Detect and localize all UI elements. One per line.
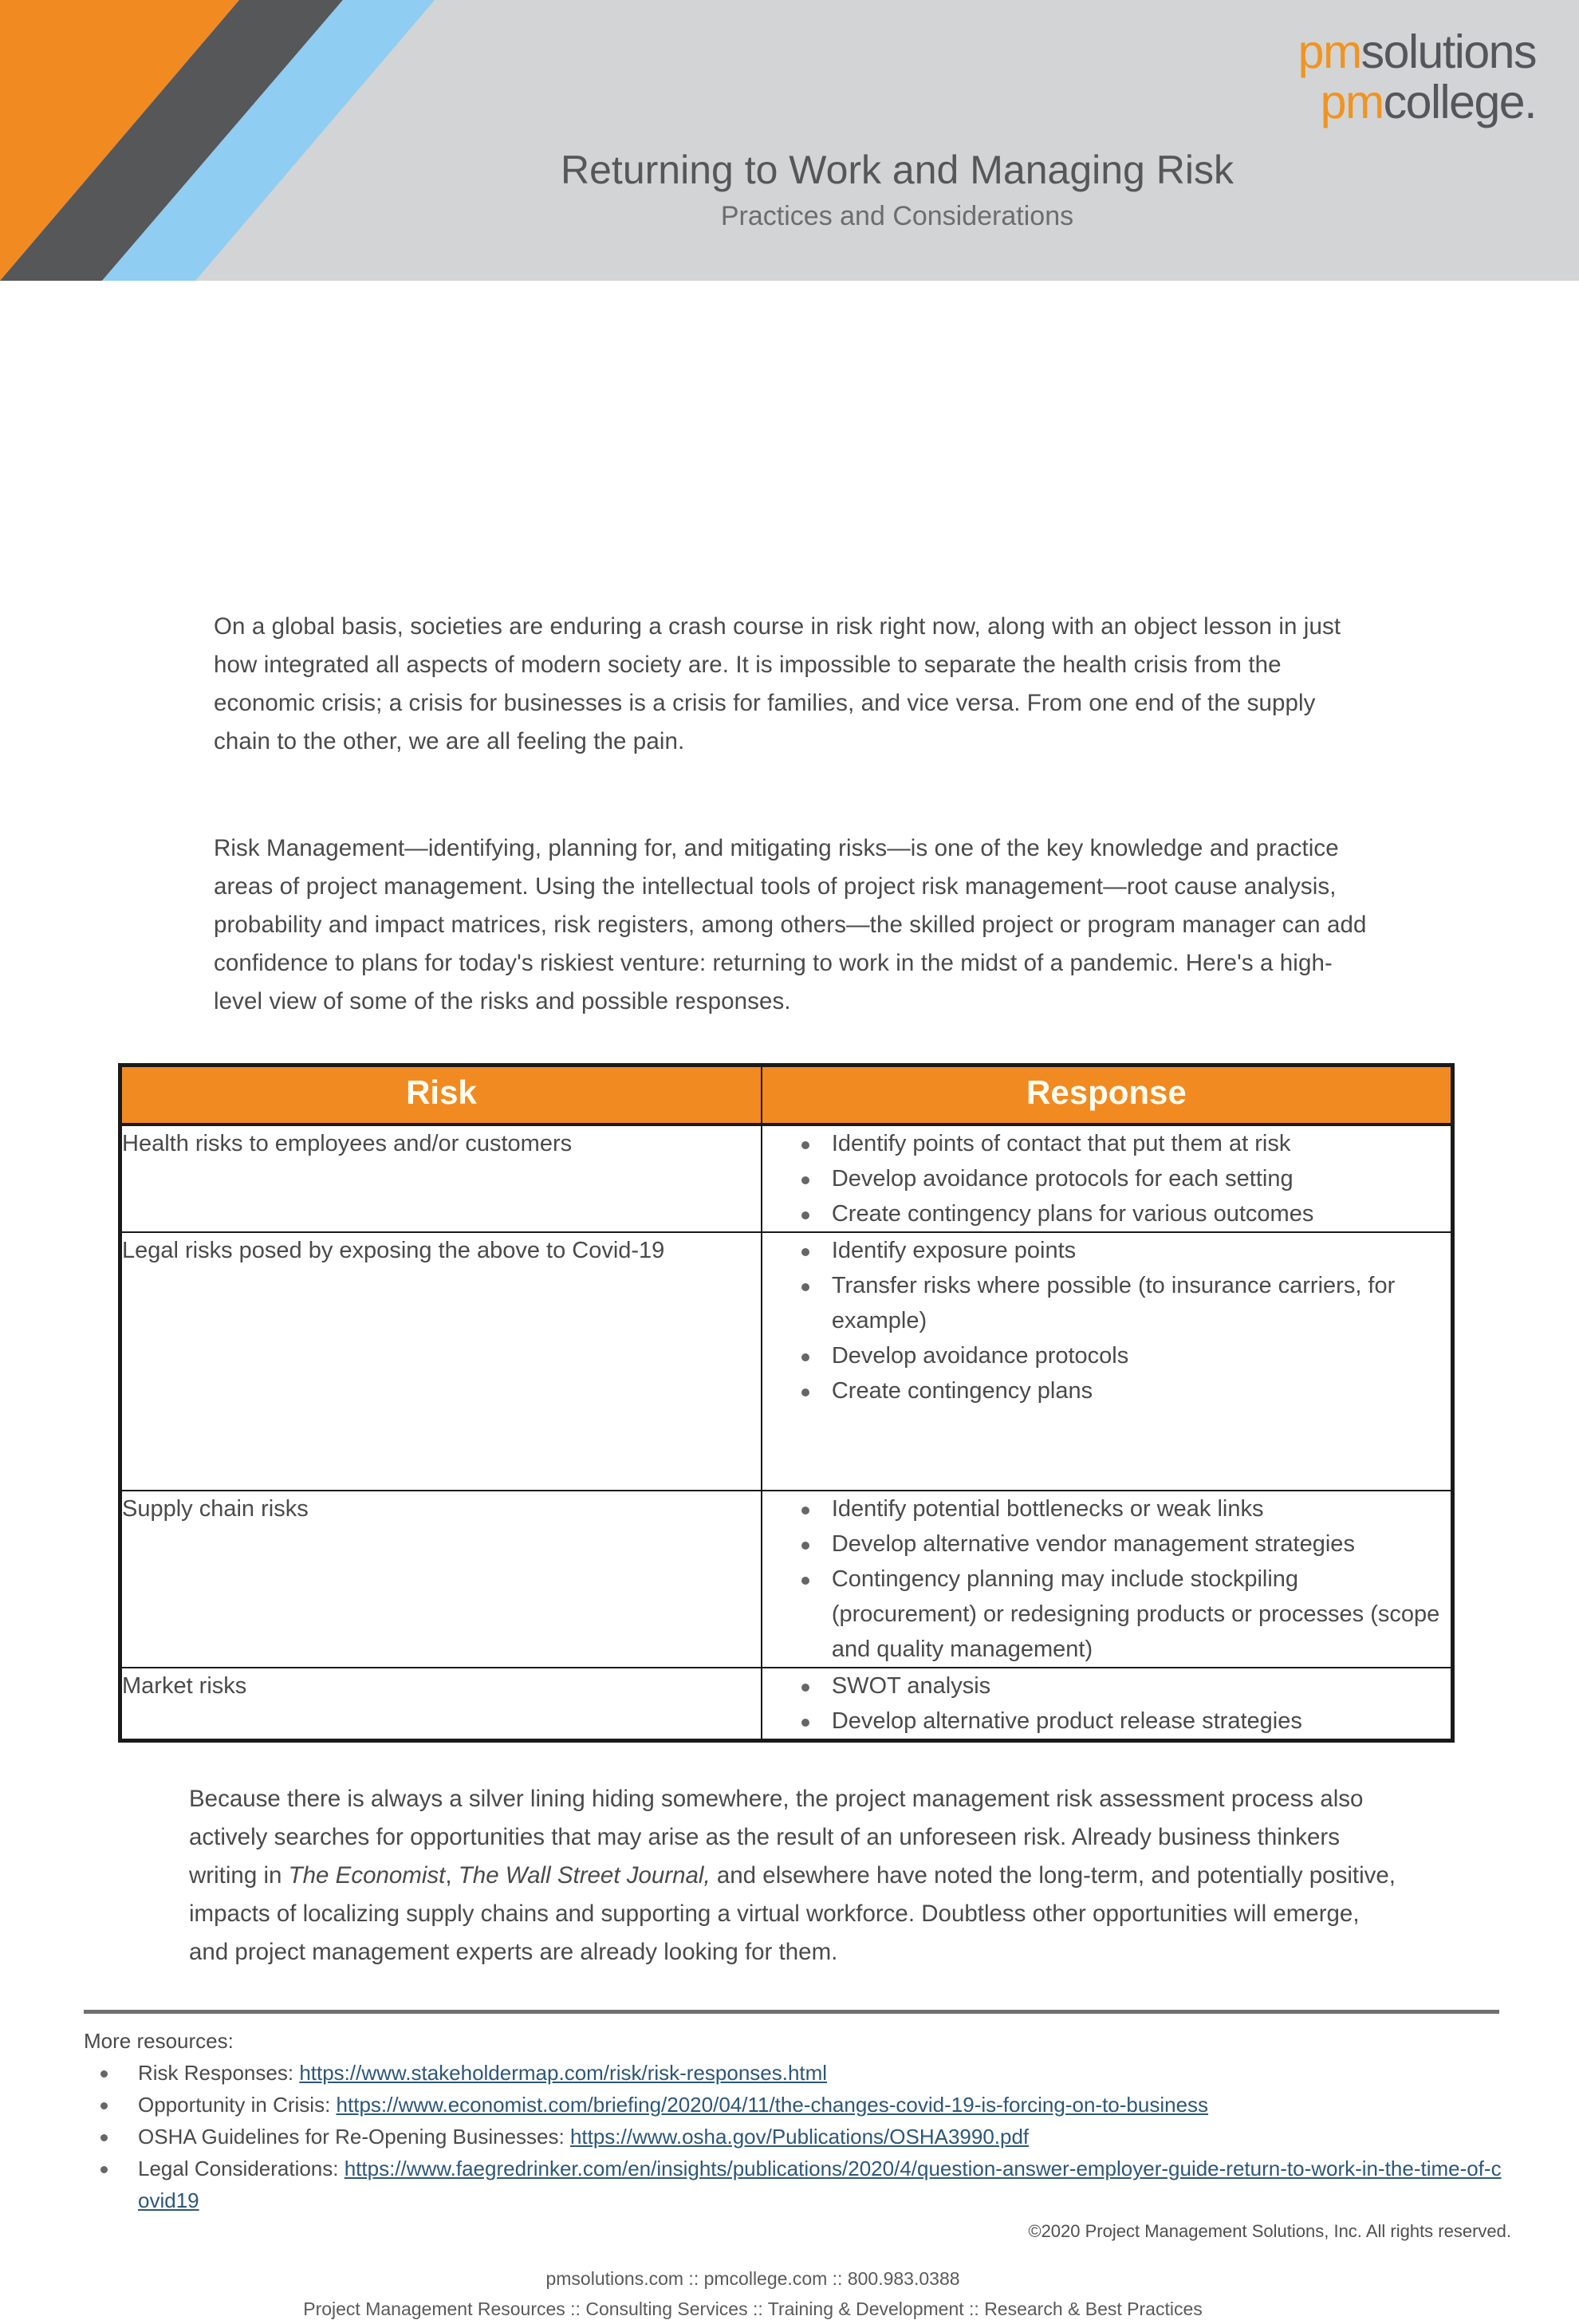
response-cell [762,1668,1453,1741]
orange-stripe-tail [0,281,558,512]
page-subtitle: Practices and Considerations [720,201,1074,231]
page-header [0,0,1579,281]
logo-line-pmsolutions [1297,26,1536,78]
list-item: Transfer risks where possible (to insurance carriers, for example) [762,1268,1451,1338]
response-list [762,1491,1451,1667]
brand-logo [1297,26,1536,128]
closing-text-part-1: Because there is always a silver lining hiding somewhere, the project management risk assessment process also actively searches for opportunities that may arise as the result of an unforeseen risk. Already business thinkers writing in [189,1786,1364,1889]
publication-wsj: The Wall Street Journal, [458,1862,711,1889]
logo-pm-prefix-solutions: pm [1297,26,1361,78]
resource-link-osha-guidelines[interactable]: https://www.osha.gov/Publications/OSHA3990.pdf [569,2125,1030,2149]
risk-cell: Market risks [120,1668,762,1741]
list-item: Develop avoidance protocols for each setting [762,1161,1451,1196]
list-item [84,2089,1511,2121]
risk-response-table [118,1063,1455,1743]
list-item: Identify points of contact that put them at risk [762,1126,1451,1161]
page-title: Returning to Work and Managing Risk [561,148,1234,192]
closing-text-part-3: and elsewhere have noted the long-term, and potentially positive, impacts of localizing supply chains and supporting a virtual workforce. Doubtless other opportunities will emerge, and project management experts are already looking for them. [189,1862,1396,1965]
list-item: Develop alternative product release strategies [762,1704,1451,1739]
column-header-response: Response [762,1065,1453,1125]
response-list [762,1233,1451,1408]
header-title-group [0,148,1579,231]
list-item: SWOT analysis [762,1668,1451,1704]
copyright-notice: ©2020 Project Management Solutions, Inc. All rights reserved. [1028,2221,1511,2241]
table-row [120,1125,1453,1232]
table-head [120,1065,1453,1125]
response-cell [762,1232,1453,1491]
logo-word-college: college. [1383,76,1536,128]
gray-stripe-tail [0,281,558,512]
list-item: Identify exposure points [762,1233,1451,1268]
risk-cell: Legal risks posed by exposing the above to Covid-19 [120,1232,762,1491]
logo-line-pmcollege [1298,76,1536,128]
list-item [84,2153,1511,2216]
list-item: Create contingency plans for various outcomes [762,1196,1451,1231]
list-item: Identify potential bottlenecks or weak links [762,1491,1451,1526]
list-item [84,2057,1511,2089]
list-item: Contingency planning may include stockpiling (procurement) or redesigning products or processes (scope and quality management) [762,1562,1451,1667]
resource-link-opportunity-in-crisis[interactable]: https://www.economist.com/briefing/2020/04/11/the-changes-covid-19-is-forcing-on-to-business [336,2093,1209,2117]
resource-label: Opportunity in Crisis: [138,2093,337,2117]
table-header-row [120,1065,1453,1125]
response-cell [762,1491,1453,1668]
resources-section [84,2010,1511,2216]
closing-text-part-2: , [445,1862,459,1889]
table-row [120,1491,1453,1668]
logo-word-solutions: solutions [1360,26,1536,78]
response-cell [762,1125,1453,1232]
list-item: Develop avoidance protocols [762,1338,1451,1373]
response-list [762,1126,1451,1231]
footer-services-line: Project Management Resources :: Consulting Services :: Training & Development :: Research & Best Practices [303,2298,1203,2319]
resources-list [84,2057,1511,2216]
resource-label: OSHA Guidelines for Re-Opening Businesses: [138,2125,570,2149]
risk-cell: Health risks to employees and/or customers [120,1125,762,1232]
resources-heading: More resources: [84,2029,234,2053]
resource-label: Risk Responses: [138,2061,300,2085]
cell-spacer [762,1408,1451,1490]
publication-economist: The Economist [288,1862,446,1889]
list-item [84,2121,1511,2153]
table-row [120,1668,1453,1741]
table-body [120,1125,1453,1741]
footer-contact-line: pmsolutions.com :: pmcollege.com :: 800.983.0388 [545,2268,960,2289]
page-footer [0,2219,1579,2324]
column-header-risk: Risk [120,1065,762,1125]
resource-label: Legal Considerations: [138,2157,345,2180]
intro-paragraph-2: Risk Management—identifying, planning for, and mitigating risks—is one of the key knowledge and practice areas of project management. Using the intellectual tools of project risk management—root cause analysis, probability and impact matrices, risk registers, among others—the skilled project or program manager can add confidence to plans for today's riskiest venture: returning to work in the midst of a pandemic. Here's a high-level view of some of the risks and possible responses. [214,835,1367,1014]
resource-link-risk-responses[interactable]: https://www.stakeholdermap.com/risk/risk-responses.html [299,2061,828,2085]
list-item: Create contingency plans [762,1373,1451,1408]
logo-pm-prefix-college: pm [1320,76,1384,128]
table-row [120,1232,1453,1491]
resources-divider [84,2010,1499,2014]
blue-stripe-tail [0,281,558,512]
list-item: Develop alternative vendor management strategies [762,1526,1451,1562]
closing-paragraph [189,1780,1401,1971]
diagonal-stripe-tail [0,281,558,512]
response-list [762,1668,1451,1739]
risk-cell: Supply chain risks [120,1491,762,1668]
intro-paragraph-1: On a global basis, societies are enduring a crash course in risk right now, along with an object lesson in just how integrated all aspects of modern society are. It is impossible to separate the health crisis from the economic crisis; a crisis for businesses is a crisis for families, and vice versa. From one end of the supply chain to the other, we are all feeling the pain. [214,613,1341,754]
resource-link-legal-considerations[interactable]: https://www.faegredrinker.com/en/insights/publications/2020/4/question-answer-employer-guide-return-to-work-in-the-time-of-covid19 [138,2157,1502,2212]
